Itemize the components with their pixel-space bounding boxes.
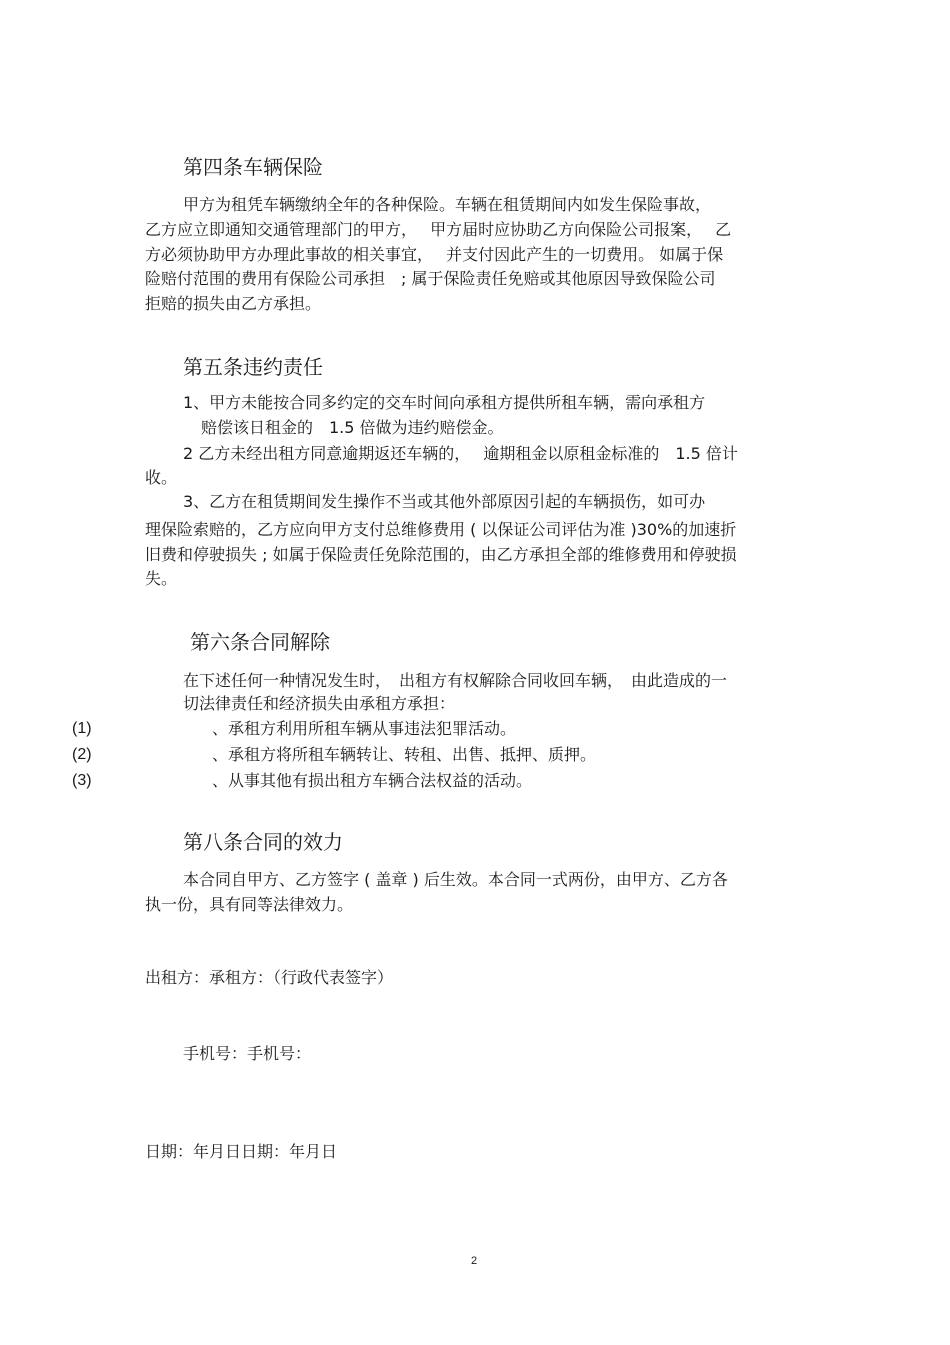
section-5-line-7: 旧费和停驶损失 ; 如属于保险责任免除范围的，由乙方承担全部的维修费用和停驶损 <box>145 545 737 564</box>
section-5-line-4: 收。 <box>145 468 178 487</box>
section-4-title: 第四条车辆保险 <box>183 155 323 179</box>
list-item-number: (2) <box>72 746 92 763</box>
signature-parties: 出租方：承租方：（行政代表签字） <box>145 968 394 987</box>
list-item-number: (3) <box>72 772 92 789</box>
section-5-line-5: 3、乙方在租赁期间发生操作不当或其他外部原因引起的车辆损伤，如可办 <box>183 492 706 511</box>
section-6-intro-line-2: 切法律责任和经济损失由承租方承担： <box>183 694 456 713</box>
list-item-text: 、承租方利用所租车辆从事违法犯罪活动。 <box>212 719 517 738</box>
section-5-line-6: 理保险索赔的，乙方应向甲方支付总维修费用 ( 以保证公司评估为准 )30%的加速折 <box>145 520 737 539</box>
section-8-line-1: 本合同自甲方、乙方签字 ( 盖章 ) 后生效。本合同一式两份，由甲方、乙方各 <box>183 870 728 889</box>
section-4-line-3: 方必须协助甲方办理此事故的相关事宜， 并支付因此产生的一切费用。 如属于保 <box>145 245 724 264</box>
list-item-text: 、从事其他有损出租方车辆合法权益的活动。 <box>212 771 533 790</box>
section-8-line-2: 执一份，具有同等法律效力。 <box>145 895 354 914</box>
page-number: 2 <box>471 1255 478 1267</box>
section-4-line-5: 拒赔的损失由乙方承担。 <box>145 294 322 313</box>
signature-dates: 日期：年月日日期：年月日 <box>145 1142 338 1161</box>
list-item-text: 、承租方将所租车辆转让、转租、出售、抵押、质押。 <box>212 745 597 764</box>
list-item-number: (1) <box>72 720 92 737</box>
section-5-line-8: 失。 <box>145 569 178 588</box>
section-4-line-4: 险赔付范围的费用有保险公司承担 ; 属于保险责任免赔或其他原因导致保险公司 <box>145 269 716 288</box>
section-8-title: 第八条合同的效力 <box>183 830 343 854</box>
section-5-line-3: 2 乙方未经出租方同意逾期返还车辆的， 逾期租金以原租金标准的 1.5 倍计 <box>183 444 738 463</box>
section-5-line-2: 赔偿该日租金的 1.5 倍做为违约赔偿金。 <box>201 418 504 437</box>
section-5-title: 第五条违约责任 <box>183 355 323 379</box>
section-4-line-2: 乙方应立即通知交通管理部门的甲方， 甲方届时应协助乙方向保险公司报案， 乙 <box>145 220 732 239</box>
section-5-line-1: 1、甲方未能按合同多约定的交车时间向承租方提供所租车辆，需向承租方 <box>183 393 706 412</box>
section-6-title: 第六条合同解除 <box>190 630 330 654</box>
signature-phones: 手机号：手机号： <box>183 1044 312 1063</box>
section-6-intro-line-1: 在下述任何一种情况发生时， 出租方有权解除合同收回车辆， 由此造成的一 <box>183 671 728 690</box>
section-4-line-1: 甲方为租凭车辆缴纳全年的各种保险。车辆在租赁期间内如发生保险事故， <box>183 195 712 214</box>
